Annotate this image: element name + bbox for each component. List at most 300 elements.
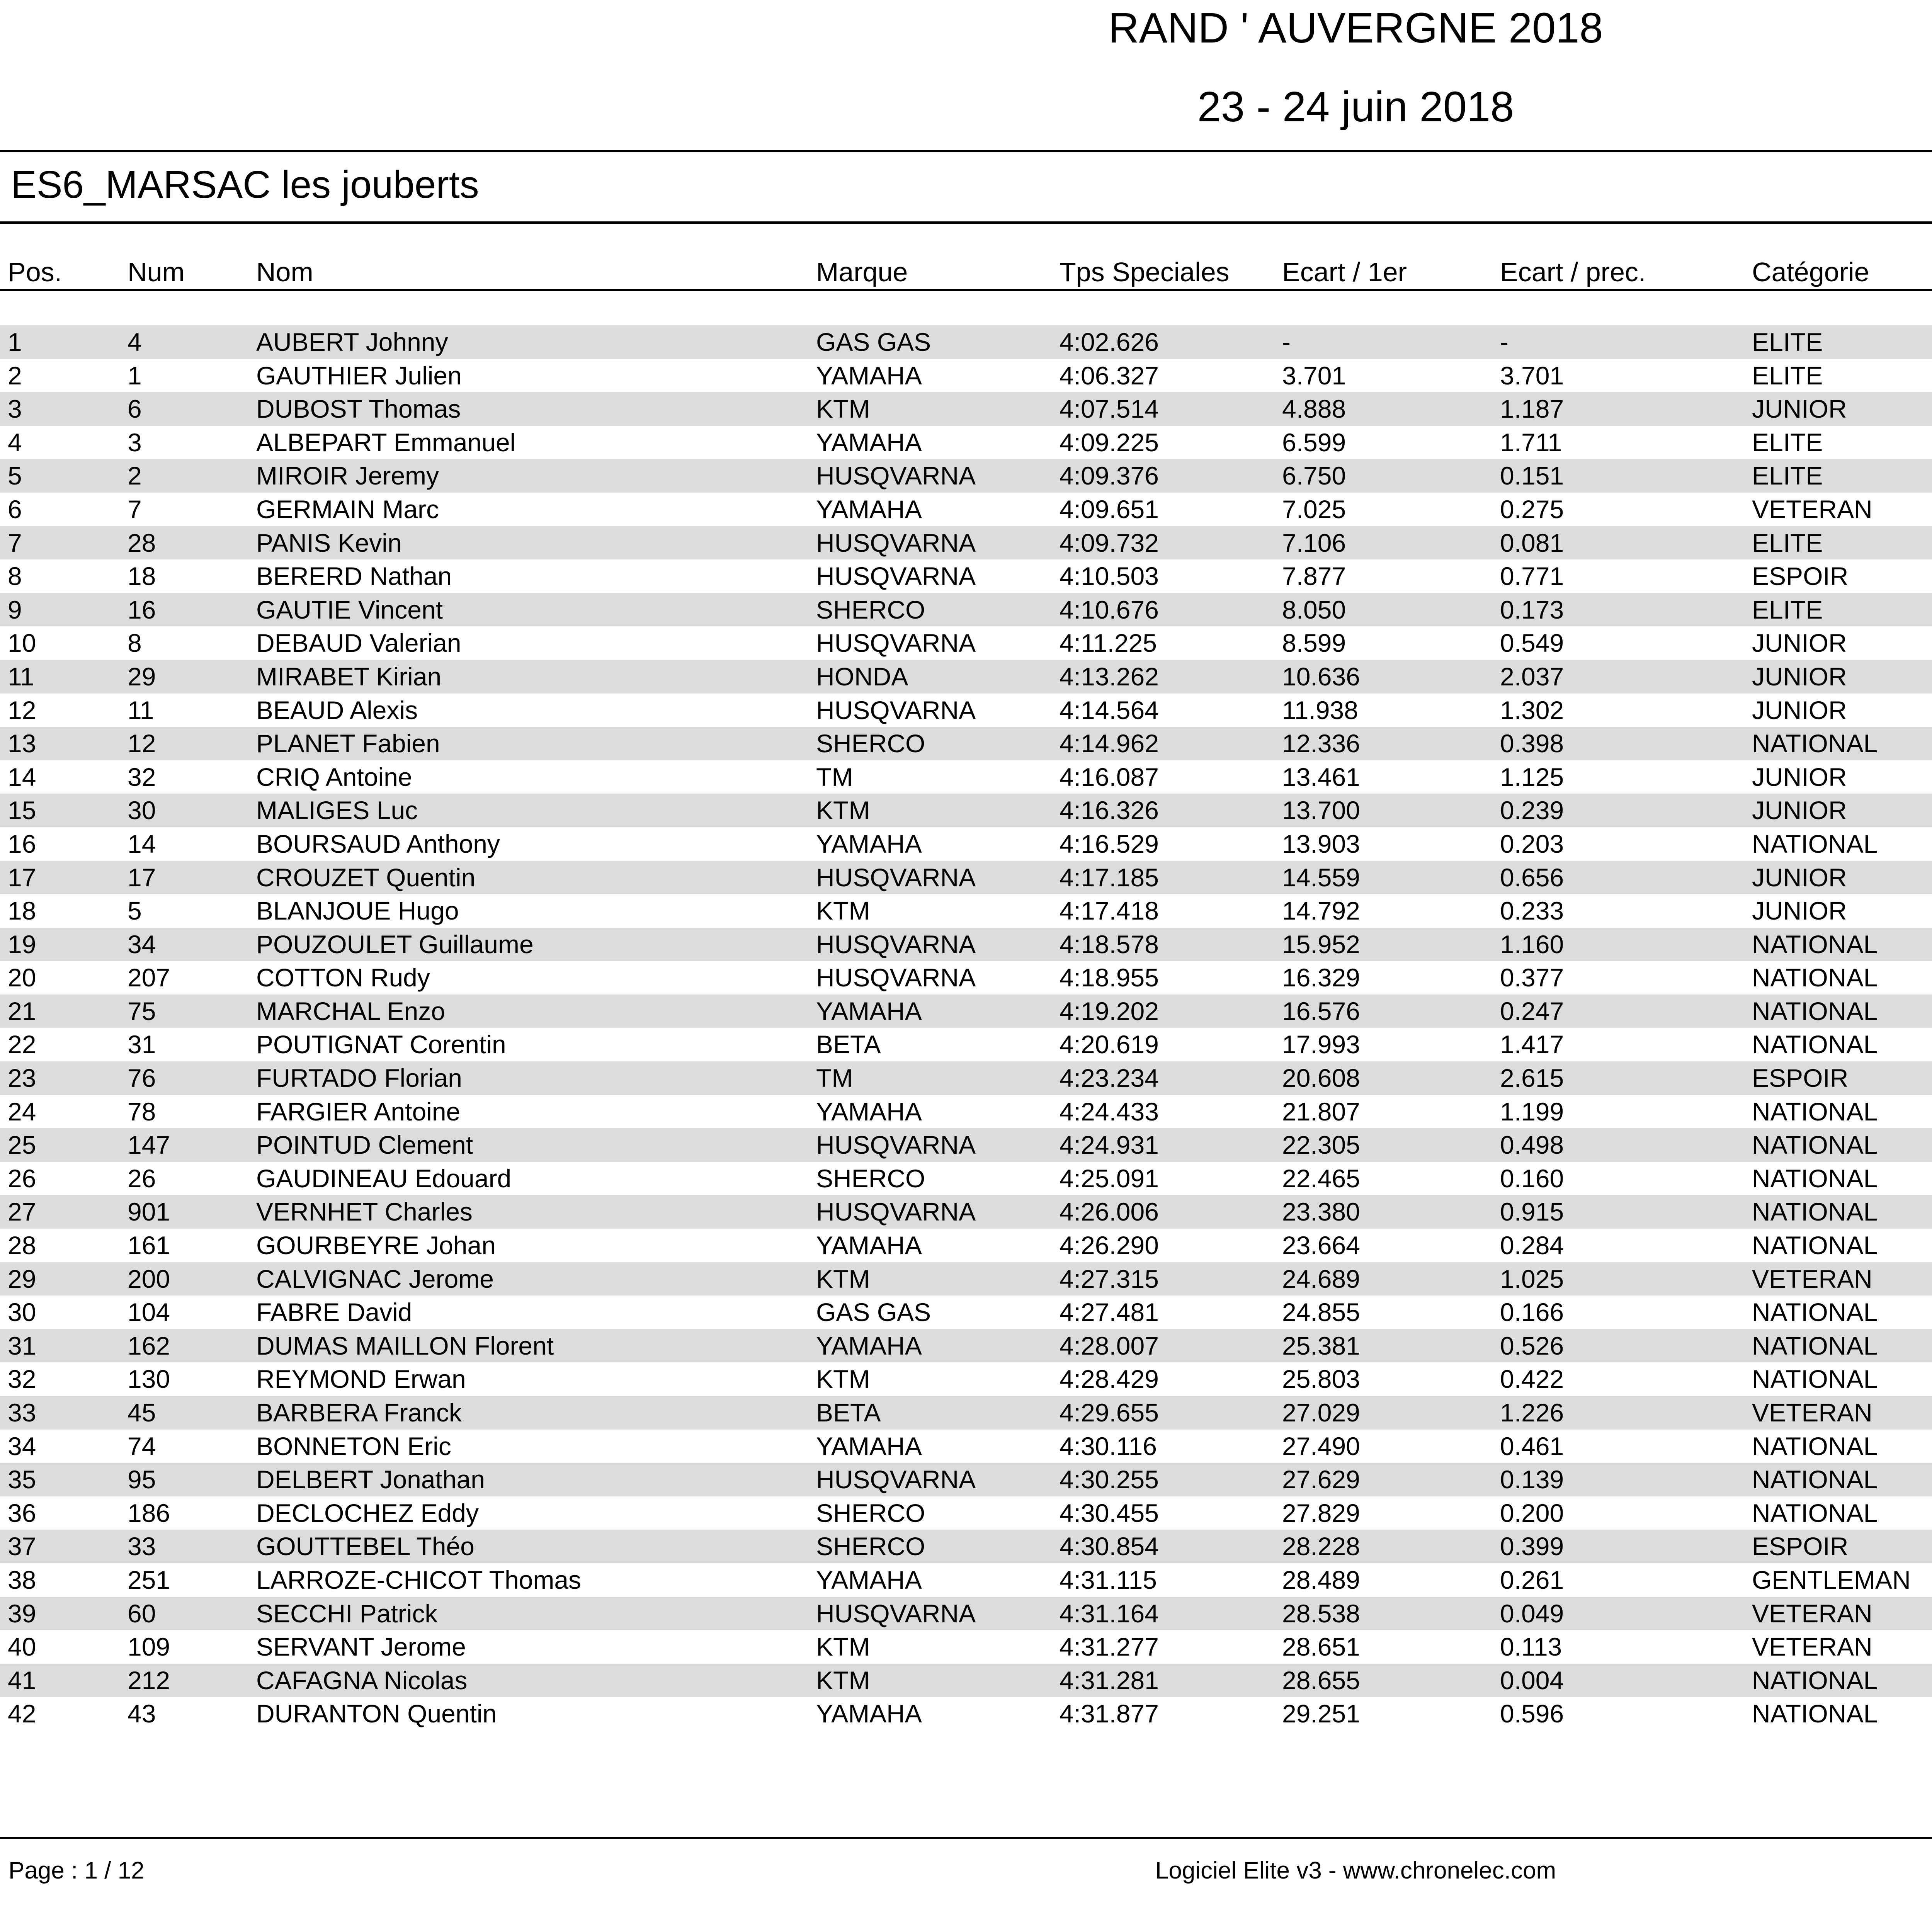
cell-categorie: NATIONAL	[1752, 996, 1878, 1025]
col-header-ecart-prec: Ecart / prec.	[1500, 257, 1646, 287]
cell-pos: 21	[8, 996, 36, 1025]
cell-pos: 30	[8, 1298, 36, 1327]
cell-num: 147	[128, 1131, 170, 1159]
cell-marque: YAMAHA	[816, 1431, 922, 1460]
cell-ecart-prec: 0.247	[1500, 996, 1564, 1025]
table-row	[0, 794, 1932, 827]
cell-ecart-prec: 0.915	[1500, 1197, 1564, 1226]
cell-tps: 4:31.277	[1060, 1632, 1159, 1661]
cell-marque: TM	[816, 1064, 853, 1093]
cell-ecart-prec: 0.549	[1500, 629, 1564, 658]
cell-ecart-1er: 7.877	[1282, 562, 1346, 591]
cell-nom: FARGIER Antoine	[256, 1097, 461, 1126]
cell-ecart-prec: 0.284	[1500, 1231, 1564, 1260]
cell-marque: YAMAHA	[816, 1565, 922, 1594]
cell-nom: CAFAGNA Nicolas	[256, 1666, 468, 1695]
cell-ecart-prec: 3.701	[1500, 361, 1564, 390]
cell-nom: AUBERT Johnny	[256, 328, 448, 356]
cell-ecart-prec: 1.199	[1500, 1097, 1564, 1126]
cell-ecart-1er: -	[1282, 328, 1291, 356]
cell-marque: TM	[816, 762, 853, 791]
cell-categorie: NATIONAL	[1752, 1465, 1878, 1494]
cell-marque: YAMAHA	[816, 1097, 922, 1126]
cell-categorie: ESPOIR	[1752, 1064, 1849, 1093]
cell-tps: 4:31.164	[1060, 1599, 1159, 1628]
table-row	[0, 861, 1932, 894]
cell-tps: 4:28.429	[1060, 1365, 1159, 1394]
cell-tps: 4:09.376	[1060, 461, 1159, 490]
cell-tps: 4:29.655	[1060, 1398, 1159, 1427]
table-header	[0, 257, 1932, 287]
table-row	[0, 1530, 1932, 1563]
event-dates: 23 - 24 juin 2018	[1197, 83, 1514, 131]
cell-pos: 7	[8, 528, 22, 557]
cell-marque: KTM	[816, 1666, 870, 1695]
cell-num: 251	[128, 1565, 170, 1594]
cell-pos: 9	[8, 595, 22, 624]
cell-tps: 4:30.255	[1060, 1465, 1159, 1494]
cell-ecart-1er: 27.829	[1282, 1498, 1360, 1527]
cell-tps: 4:11.225	[1060, 629, 1157, 658]
table-row	[0, 760, 1932, 794]
cell-categorie: JUNIOR	[1752, 629, 1847, 658]
cell-ecart-1er: 13.700	[1282, 796, 1360, 825]
cell-marque: KTM	[816, 1365, 870, 1394]
cell-pos: 19	[8, 930, 36, 959]
col-header-ecart-1er: Ecart / 1er	[1282, 257, 1407, 287]
cell-ecart-1er: 29.251	[1282, 1699, 1360, 1728]
table-row	[0, 1430, 1932, 1463]
cell-ecart-1er: 15.952	[1282, 930, 1360, 959]
table-row	[0, 660, 1932, 694]
table-row	[0, 459, 1932, 493]
cell-pos: 25	[8, 1131, 36, 1159]
cell-nom: BEAUD Alexis	[256, 695, 418, 724]
cell-num: 33	[128, 1532, 156, 1561]
cell-marque: YAMAHA	[816, 361, 922, 390]
cell-nom: COTTON Rudy	[256, 963, 430, 992]
cell-tps: 4:20.619	[1060, 1030, 1159, 1059]
table-row	[0, 694, 1932, 727]
cell-ecart-prec: 0.239	[1500, 796, 1564, 825]
cell-categorie: NATIONAL	[1752, 1498, 1878, 1527]
cell-categorie: NATIONAL	[1752, 729, 1878, 758]
cell-ecart-prec: 0.203	[1500, 829, 1564, 858]
cell-ecart-1er: 7.106	[1282, 528, 1346, 557]
cell-num: 29	[128, 662, 156, 691]
cell-ecart-prec: 0.139	[1500, 1465, 1564, 1494]
cell-nom: MARCHAL Enzo	[256, 996, 446, 1025]
table-row	[0, 359, 1932, 393]
cell-categorie: JUNIOR	[1752, 394, 1847, 423]
cell-marque: HUSQVARNA	[816, 1465, 976, 1494]
cell-tps: 4:13.262	[1060, 662, 1159, 691]
cell-categorie: NATIONAL	[1752, 1164, 1878, 1193]
table-row	[0, 727, 1932, 760]
cell-ecart-prec: 0.498	[1500, 1131, 1564, 1159]
cell-nom: DUBOST Thomas	[256, 394, 461, 423]
cell-marque: HUSQVARNA	[816, 629, 976, 658]
cell-pos: 26	[8, 1164, 36, 1193]
cell-nom: BONNETON Eric	[256, 1431, 451, 1460]
table-row	[0, 325, 1932, 359]
cell-ecart-prec: 0.422	[1500, 1365, 1564, 1394]
cell-ecart-prec: 1.025	[1500, 1264, 1564, 1293]
divider-header	[0, 289, 1932, 291]
cell-num: 28	[128, 528, 156, 557]
cell-marque: SHERCO	[816, 1532, 925, 1561]
cell-nom: DECLOCHEZ Eddy	[256, 1498, 479, 1527]
table-row	[0, 426, 1932, 459]
cell-ecart-prec: 0.200	[1500, 1498, 1564, 1527]
cell-pos: 40	[8, 1632, 36, 1661]
cell-num: 31	[128, 1030, 156, 1059]
cell-nom: GAUDINEAU Edouard	[256, 1164, 512, 1193]
cell-nom: GOURBEYRE Johan	[256, 1231, 496, 1260]
cell-categorie: ELITE	[1752, 328, 1823, 356]
cell-marque: SHERCO	[816, 1164, 925, 1193]
cell-categorie: ELITE	[1752, 428, 1823, 457]
cell-tps: 4:28.007	[1060, 1331, 1159, 1360]
cell-pos: 36	[8, 1498, 36, 1527]
cell-nom: DURANTON Quentin	[256, 1699, 497, 1728]
table-row	[0, 626, 1932, 660]
cell-nom: PLANET Fabien	[256, 729, 440, 758]
cell-categorie: JUNIOR	[1752, 662, 1847, 691]
cell-nom: VERNHET Charles	[256, 1197, 473, 1226]
cell-nom: GAUTIE Vincent	[256, 595, 443, 624]
cell-pos: 41	[8, 1666, 36, 1695]
cell-categorie: NATIONAL	[1752, 1030, 1878, 1059]
cell-num: 12	[128, 729, 156, 758]
cell-pos: 23	[8, 1064, 36, 1093]
cell-nom: CRIQ Antoine	[256, 762, 412, 791]
cell-ecart-prec: 0.049	[1500, 1599, 1564, 1628]
cell-ecart-prec: 0.004	[1500, 1666, 1564, 1695]
cell-pos: 27	[8, 1197, 36, 1226]
cell-num: 130	[128, 1365, 170, 1394]
cell-num: 109	[128, 1632, 170, 1661]
cell-marque: HUSQVARNA	[816, 1599, 976, 1628]
cell-pos: 18	[8, 896, 36, 925]
cell-categorie: JUNIOR	[1752, 762, 1847, 791]
cell-num: 901	[128, 1197, 170, 1226]
cell-ecart-prec: 1.160	[1500, 930, 1564, 959]
cell-categorie: NATIONAL	[1752, 1431, 1878, 1460]
cell-ecart-1er: 25.381	[1282, 1331, 1360, 1360]
cell-ecart-prec: 1.125	[1500, 762, 1564, 791]
cell-marque: HUSQVARNA	[816, 528, 976, 557]
cell-ecart-1er: 25.803	[1282, 1365, 1360, 1394]
cell-ecart-1er: 10.636	[1282, 662, 1360, 691]
cell-tps: 4:14.962	[1060, 729, 1159, 758]
cell-ecart-prec: 0.151	[1500, 461, 1564, 490]
cell-ecart-1er: 24.689	[1282, 1264, 1360, 1293]
cell-num: 14	[128, 829, 156, 858]
cell-num: 30	[128, 796, 156, 825]
table-row	[0, 1061, 1932, 1095]
cell-ecart-1er: 28.538	[1282, 1599, 1360, 1628]
cell-ecart-prec: 0.461	[1500, 1431, 1564, 1460]
cell-nom: REYMOND Erwan	[256, 1365, 466, 1394]
table-row	[0, 1597, 1932, 1630]
cell-nom: GOUTTEBEL Théo	[256, 1532, 474, 1561]
cell-pos: 34	[8, 1431, 36, 1460]
cell-nom: BOURSAUD Anthony	[256, 829, 500, 858]
cell-tps: 4:17.185	[1060, 863, 1159, 892]
cell-tps: 4:31.115	[1060, 1565, 1157, 1594]
cell-pos: 6	[8, 495, 22, 524]
table-row	[0, 827, 1932, 861]
cell-tps: 4:16.529	[1060, 829, 1159, 858]
cell-num: 95	[128, 1465, 156, 1494]
cell-categorie: ESPOIR	[1752, 562, 1849, 591]
event-title: RAND ' AUVERGNE 2018	[1108, 4, 1603, 52]
cell-tps: 4:02.626	[1060, 328, 1159, 356]
cell-num: 78	[128, 1097, 156, 1126]
cell-ecart-1er: 16.329	[1282, 963, 1360, 992]
cell-num: 76	[128, 1064, 156, 1093]
table-row	[0, 1697, 1932, 1731]
cell-ecart-1er: 28.489	[1282, 1565, 1360, 1594]
cell-ecart-1er: 27.490	[1282, 1431, 1360, 1460]
table-row	[0, 1028, 1932, 1061]
cell-ecart-prec: 0.596	[1500, 1699, 1564, 1728]
cell-ecart-1er: 6.750	[1282, 461, 1346, 490]
cell-ecart-prec: 1.417	[1500, 1030, 1564, 1059]
cell-ecart-1er: 24.855	[1282, 1298, 1360, 1327]
cell-categorie: JUNIOR	[1752, 695, 1847, 724]
cell-categorie: NATIONAL	[1752, 829, 1878, 858]
cell-tps: 4:27.481	[1060, 1298, 1159, 1327]
cell-num: 11	[128, 695, 154, 724]
divider-sub	[0, 221, 1932, 224]
cell-pos: 11	[8, 662, 34, 691]
cell-tps: 4:30.854	[1060, 1532, 1159, 1561]
cell-ecart-prec: 0.377	[1500, 963, 1564, 992]
cell-marque: HUSQVARNA	[816, 461, 976, 490]
stage-name: ES6_MARSAC les jouberts	[11, 163, 479, 206]
cell-nom: POUTIGNAT Corentin	[256, 1030, 506, 1059]
table-row	[0, 894, 1932, 928]
cell-ecart-prec: 0.656	[1500, 863, 1564, 892]
cell-marque: GAS GAS	[816, 1298, 931, 1327]
cell-categorie: NATIONAL	[1752, 1666, 1878, 1695]
cell-ecart-1er: 12.336	[1282, 729, 1360, 758]
cell-ecart-prec: 2.037	[1500, 662, 1564, 691]
cell-ecart-prec: 0.398	[1500, 729, 1564, 758]
cell-marque: HUSQVARNA	[816, 1131, 976, 1159]
cell-categorie: NATIONAL	[1752, 1097, 1878, 1126]
cell-num: 8	[128, 629, 142, 658]
cell-tps: 4:09.732	[1060, 528, 1159, 557]
cell-ecart-1er: 17.993	[1282, 1030, 1360, 1059]
table-row	[0, 1128, 1932, 1162]
cell-ecart-prec: 0.173	[1500, 595, 1564, 624]
cell-nom: POINTUD Clement	[256, 1131, 473, 1159]
cell-tps: 4:09.651	[1060, 495, 1159, 524]
cell-tps: 4:25.091	[1060, 1164, 1159, 1193]
cell-ecart-1er: 8.050	[1282, 595, 1346, 624]
cell-num: 60	[128, 1599, 156, 1628]
cell-pos: 13	[8, 729, 36, 758]
cell-ecart-prec: 2.615	[1500, 1064, 1564, 1093]
cell-categorie: JUNIOR	[1752, 863, 1847, 892]
cell-ecart-prec: 1.187	[1500, 394, 1564, 423]
cell-tps: 4:10.503	[1060, 562, 1159, 591]
table-row	[0, 559, 1932, 593]
cell-categorie: JUNIOR	[1752, 896, 1847, 925]
cell-ecart-1er: 16.576	[1282, 996, 1360, 1025]
cell-num: 4	[128, 328, 142, 356]
cell-ecart-1er: 28.655	[1282, 1666, 1360, 1695]
cell-marque: GAS GAS	[816, 328, 931, 356]
cell-pos: 16	[8, 829, 36, 858]
cell-num: 7	[128, 495, 142, 524]
cell-nom: FABRE David	[256, 1298, 412, 1327]
cell-pos: 32	[8, 1365, 36, 1394]
cell-ecart-1er: 7.025	[1282, 495, 1346, 524]
cell-categorie: NATIONAL	[1752, 1197, 1878, 1226]
cell-nom: DELBERT Jonathan	[256, 1465, 485, 1494]
cell-tps: 4:26.290	[1060, 1231, 1159, 1260]
cell-categorie: NATIONAL	[1752, 1699, 1878, 1728]
cell-tps: 4:17.418	[1060, 896, 1159, 925]
col-header-num: Num	[128, 257, 185, 287]
cell-marque: SHERCO	[816, 1498, 925, 1527]
cell-num: 75	[128, 996, 156, 1025]
cell-ecart-prec: 0.233	[1500, 896, 1564, 925]
cell-pos: 3	[8, 394, 22, 423]
cell-ecart-1er: 13.903	[1282, 829, 1360, 858]
cell-categorie: VETERAN	[1752, 1632, 1872, 1661]
table-row	[0, 1463, 1932, 1496]
cell-tps: 4:23.234	[1060, 1064, 1159, 1093]
cell-nom: BLANJOUE Hugo	[256, 896, 459, 925]
cell-nom: MIROIR Jeremy	[256, 461, 439, 490]
cell-pos: 33	[8, 1398, 36, 1427]
cell-categorie: NATIONAL	[1752, 1231, 1878, 1260]
cell-tps: 4:14.564	[1060, 695, 1159, 724]
cell-pos: 37	[8, 1532, 36, 1561]
table-row	[0, 493, 1932, 526]
cell-ecart-prec: 0.261	[1500, 1565, 1564, 1594]
cell-marque: KTM	[816, 1632, 870, 1661]
table-row	[0, 1229, 1932, 1262]
cell-marque: YAMAHA	[816, 1331, 922, 1360]
cell-categorie: ELITE	[1752, 361, 1823, 390]
cell-categorie: NATIONAL	[1752, 930, 1878, 959]
cell-num: 186	[128, 1498, 170, 1527]
cell-tps: 4:18.578	[1060, 930, 1159, 959]
cell-tps: 4:27.315	[1060, 1264, 1159, 1293]
cell-marque: YAMAHA	[816, 1231, 922, 1260]
cell-marque: BETA	[816, 1398, 881, 1427]
cell-nom: FURTADO Florian	[256, 1064, 462, 1093]
cell-categorie: NATIONAL	[1752, 1131, 1878, 1159]
cell-num: 207	[128, 963, 170, 992]
table-row	[0, 593, 1932, 627]
cell-ecart-1er: 23.664	[1282, 1231, 1360, 1260]
table-row	[0, 1362, 1932, 1396]
cell-ecart-prec: 1.226	[1500, 1398, 1564, 1427]
col-header-tps: Tps Speciales	[1060, 257, 1230, 287]
cell-num: 18	[128, 562, 156, 591]
cell-tps: 4:24.433	[1060, 1097, 1159, 1126]
cell-marque: KTM	[816, 394, 870, 423]
cell-num: 17	[128, 863, 156, 892]
cell-pos: 31	[8, 1331, 36, 1360]
cell-categorie: ELITE	[1752, 528, 1823, 557]
cell-ecart-1er: 22.465	[1282, 1164, 1360, 1193]
table-row	[0, 392, 1932, 426]
cell-pos: 20	[8, 963, 36, 992]
cell-ecart-prec: 0.526	[1500, 1331, 1564, 1360]
cell-categorie: ELITE	[1752, 595, 1823, 624]
cell-num: 74	[128, 1431, 156, 1460]
table-row	[0, 995, 1932, 1028]
cell-num: 1	[128, 361, 142, 390]
cell-ecart-prec: 0.113	[1500, 1632, 1562, 1661]
cell-marque: HUSQVARNA	[816, 963, 976, 992]
cell-marque: HUSQVARNA	[816, 930, 976, 959]
table-row	[0, 961, 1932, 995]
cell-pos: 17	[8, 863, 36, 892]
cell-nom: MIRABET Kirian	[256, 662, 442, 691]
cell-ecart-prec: -	[1500, 328, 1509, 356]
table-row	[0, 1329, 1932, 1363]
cell-tps: 4:16.087	[1060, 762, 1159, 791]
cell-tps: 4:06.327	[1060, 361, 1159, 390]
cell-nom: GAUTHIER Julien	[256, 361, 462, 390]
cell-pos: 22	[8, 1030, 36, 1059]
cell-ecart-1er: 14.559	[1282, 863, 1360, 892]
cell-pos: 10	[8, 629, 36, 658]
cell-pos: 38	[8, 1565, 36, 1594]
cell-ecart-1er: 4.888	[1282, 394, 1346, 423]
cell-pos: 12	[8, 695, 36, 724]
cell-tps: 4:24.931	[1060, 1131, 1159, 1159]
cell-nom: BERERD Nathan	[256, 562, 452, 591]
cell-ecart-1er: 11.938	[1282, 695, 1358, 724]
cell-marque: HUSQVARNA	[816, 562, 976, 591]
cell-marque: HONDA	[816, 662, 908, 691]
cell-marque: BETA	[816, 1030, 881, 1059]
cell-pos: 8	[8, 562, 22, 591]
cell-marque: KTM	[816, 896, 870, 925]
cell-nom: SECCHI Patrick	[256, 1599, 438, 1628]
table-row	[0, 1095, 1932, 1129]
cell-pos: 5	[8, 461, 22, 490]
cell-marque: KTM	[816, 796, 870, 825]
cell-pos: 28	[8, 1231, 36, 1260]
cell-marque: YAMAHA	[816, 495, 922, 524]
cell-ecart-1er: 22.305	[1282, 1131, 1360, 1159]
cell-ecart-1er: 14.792	[1282, 896, 1360, 925]
cell-ecart-prec: 0.771	[1500, 562, 1564, 591]
divider-footer	[0, 1837, 1932, 1839]
cell-nom: BARBERA Franck	[256, 1398, 462, 1427]
cell-marque: HUSQVARNA	[816, 863, 976, 892]
cell-num: 45	[128, 1398, 156, 1427]
cell-nom: DEBAUD Valerian	[256, 629, 461, 658]
cell-num: 34	[128, 930, 156, 959]
cell-categorie: VETERAN	[1752, 1398, 1872, 1427]
cell-tps: 4:09.225	[1060, 428, 1159, 457]
cell-tps: 4:31.281	[1060, 1666, 1159, 1695]
cell-ecart-prec: 1.302	[1500, 695, 1564, 724]
table-row	[0, 1195, 1932, 1229]
